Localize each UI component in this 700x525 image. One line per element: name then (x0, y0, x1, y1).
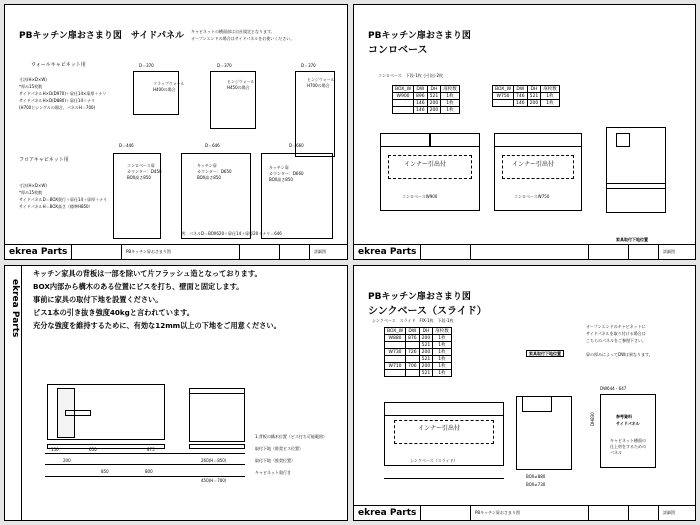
sink-fix-panel (384, 402, 504, 416)
counter-2 (189, 388, 245, 394)
wall-panel-1 (133, 71, 179, 115)
ref-title-1: 参考資料 (616, 414, 632, 419)
wall-label-1b: H400の場合 (153, 87, 176, 92)
page-title: PBキッチン扉おさまり図 サイドパネル (19, 31, 185, 41)
cabinet-section (606, 127, 666, 213)
footer-title: PBキッチン扉おさまり図 (126, 249, 171, 254)
floor-label-3a: キッチン扉 (269, 165, 289, 170)
bottom-dim-2: BOX≠730 (526, 482, 546, 487)
mount-note: 家具取付下地位置 (526, 350, 564, 357)
reference-side-panel (600, 394, 656, 468)
dim-2-4: 450(H＝700) (201, 478, 227, 483)
text-line-5: 充分な強度を維持するために、有効な12mm以上の下地をご用意ください。 (33, 321, 281, 330)
legend-4: キャビネット奥行き (255, 470, 291, 475)
page-title: PBキッチン扉おさまり図 (368, 292, 471, 302)
drawing-sheet-mounting (4, 265, 348, 521)
page-subtitle: シンクベース（スライド） (368, 306, 487, 317)
footer-sheet: 詳細図 (314, 249, 326, 254)
legend-3: 取付下地（推奨位置） (255, 458, 295, 463)
wall-label-1a: フラップウォール (153, 81, 185, 86)
wall-dim-3: D＝370 (301, 63, 316, 68)
dim-1-1: 150 (51, 447, 59, 452)
bottom-dim-1: BOX≠880 (526, 474, 546, 479)
floor-label-2b: カウンター：D650 (197, 169, 232, 174)
drawer-small-1 (380, 133, 430, 147)
drawer-small-3 (494, 133, 582, 147)
floor-spec-2: *厚み15枚数 (19, 190, 43, 195)
text-line-3: 事前に家具の取付下地を設置ください。 (33, 295, 163, 304)
wall-spec-4: サイドパネルH×D(D880)＋扉仕14＋ナリ (19, 98, 96, 103)
wall-label-2a: ヒンジウォール (227, 79, 255, 84)
dim-line-1 (45, 453, 245, 454)
legend-2: 取付下地（推奨ビス位置） (255, 446, 303, 451)
ref-note-2: 仕上材をするための (610, 444, 646, 449)
brand-logo: ekrea Parts (358, 247, 417, 257)
brand-logo: ekrea Parts (9, 247, 68, 257)
spec-table-w750: BOX_W DW DH 扉枚数 W750 746 521 1枚 146 200 1枚 (492, 85, 560, 107)
floor-spec-3: サイドパネルD＝BOX奥行＋扉仕14＋扉厚＋ナリ (19, 197, 108, 202)
drawing-sheet-side-panel (4, 4, 348, 260)
footer-sheet: 詳細図 (663, 249, 675, 254)
footer-sheet: 詳細図 (663, 510, 675, 515)
section-drawer (616, 133, 630, 147)
page-subtitle: コンロベース (368, 45, 428, 56)
dim-1-2: 650 (89, 447, 97, 452)
wall-spec-5: (H700とシングルの場合、パネルH＝700) (19, 105, 96, 110)
floor-label-3c: BOX高さ850 (269, 177, 293, 182)
table-caption: コンロベース 下段-1枚 小引出-2枚 (378, 73, 444, 78)
side-note-5: 扉の厚みによってDWは異なります。 (586, 352, 653, 357)
wall-dim-2: D＝370 (217, 63, 232, 68)
wall-label-3a: ヒンジウォール (307, 77, 335, 82)
wall-spec-3: サイドパネルH×D(D970)＋扉仕14×扉厚＋ナリ (19, 91, 107, 96)
mount-base-2 (189, 444, 245, 449)
wall-spec-2: *厚み15枚数 (19, 84, 43, 89)
sink-bowl (522, 396, 552, 412)
ref-note-1: キャビネット横面の (610, 438, 646, 443)
spec-table-sink: BOX_W DW DH 扉枚数 W880 876 200 1枚 521 1枚 W730 726 200 1枚 521 1枚 W710 706 200 1枚 521 1枚 (384, 327, 452, 377)
floor-dim-1: D＝446 (119, 143, 134, 148)
floor-label-3b: カウンター：D660 (269, 171, 304, 176)
wall-dim-1: D＝370 (139, 63, 154, 68)
footer-title: PBキッチン扉おさまり図 (475, 510, 520, 515)
mount-strip-1 (65, 410, 91, 416)
inner-drawer-label: インナー引出付 (418, 425, 461, 432)
text-line-2: BOX内部から構木のある位置にビスを打ち、壁面と固定します。 (33, 282, 244, 291)
floor-dim-2: D＝646 (205, 143, 220, 148)
text-line-4: ビス1本の引き抜き強度40kgと言われています。 (33, 308, 194, 317)
note-line-2: オープンエンドの場合はサイドパネルをお使いください。 (191, 36, 295, 41)
dim-line-3 (45, 476, 245, 477)
wall-spec-1: 寸法(H×D×W) (19, 77, 47, 82)
caption-w900: コンロベースW900 (402, 194, 438, 199)
inner-drawer-sink (394, 420, 494, 444)
floor-label-2a: キッチン扉 (197, 163, 217, 168)
dim-2-3: 260(H＝850) (201, 458, 227, 463)
vertical-logo: ekrea Parts (10, 279, 20, 338)
side-note-1: オープンエンドのキャビネットに (586, 324, 646, 329)
floor-label-1a: コンロベース扉 (127, 163, 155, 168)
ref-title-2: サイドパネル (616, 421, 640, 426)
floor-label-2c: BOX高さ850 (197, 175, 221, 180)
title-block (5, 244, 347, 259)
caption-sink: シンクベース（スライド） (410, 458, 458, 463)
side-note-3: こちらのパネルをご参照下さい。 (586, 338, 646, 343)
drawer-small-2 (430, 133, 480, 147)
inner-drawer-label-2: インナー引出付 (512, 161, 555, 168)
caption-w750: コンロベースW750 (514, 194, 550, 199)
dim-2-1: 200 (63, 458, 71, 463)
dim-line-sink-1 (384, 478, 504, 479)
section-base (606, 183, 666, 189)
wall-label-3b: H700の場合 (307, 83, 330, 88)
note-line-1: キャビネットの横面部は自社規定となります。 (191, 29, 275, 34)
ref-note-3: パネル (610, 450, 622, 455)
floor-label-1c: BOX高さ850 (127, 175, 151, 180)
dim-2-2: 800 (145, 469, 153, 474)
floor-spec-4: サイドパネルH＝BOX高さ（標準H850） (19, 204, 93, 209)
floor-dim-3: D＝660 (289, 143, 304, 148)
title-block (354, 505, 695, 520)
floor-heading: フロアキャビネット用 (19, 157, 69, 163)
wall-label-2b: H450の場合 (227, 85, 250, 90)
dim-line-2 (45, 464, 245, 465)
ref-dim-dh: DH830 (590, 412, 595, 426)
spec-table-w900: BOX_W DW DH 扉枚数 W900 896 521 1枚 146 200 1枚 146 200 1枚 (392, 85, 460, 114)
drawing-sheet-sink-base (353, 265, 696, 521)
table-caption: シンクベース スライド FIX-1枚 下段-1枚 (372, 318, 454, 323)
floor-spec-1: 寸法(H×D×W) (19, 183, 47, 188)
dim-1-4: 850 (101, 469, 109, 474)
floor-label-1b: カウンター：D450 (127, 169, 162, 174)
dim-1-3: 875 (147, 447, 155, 452)
text-line-1: キッチン家具の背板は一部を除いて片フラッシュ造となっております。 (33, 269, 262, 278)
brand-logo: ekrea Parts (358, 508, 417, 518)
mount-note: 家具取付下地位置 (616, 237, 648, 242)
cabinet-elevation-2 (189, 388, 245, 442)
wall-heading: ウォールキャビネット用 (31, 62, 86, 68)
title-block (354, 244, 695, 259)
inner-drawer-label-1: インナー引出付 (404, 161, 447, 168)
drawing-sheet-stove-base (353, 4, 696, 260)
side-note-2: サイドパネルを取り付ける場合は (586, 331, 646, 336)
page-title: PBキッチン扉おさまり図 (368, 31, 471, 41)
legend-1: 1.背板の構木位置（ビス打ち可能範囲） (255, 434, 327, 439)
floor-formula: 例：パネルD＝BOX620＋扉仕14＋扉厚20＋ナリ＝646 (181, 231, 282, 236)
ref-dim-dw: DW644・647 (600, 386, 627, 391)
